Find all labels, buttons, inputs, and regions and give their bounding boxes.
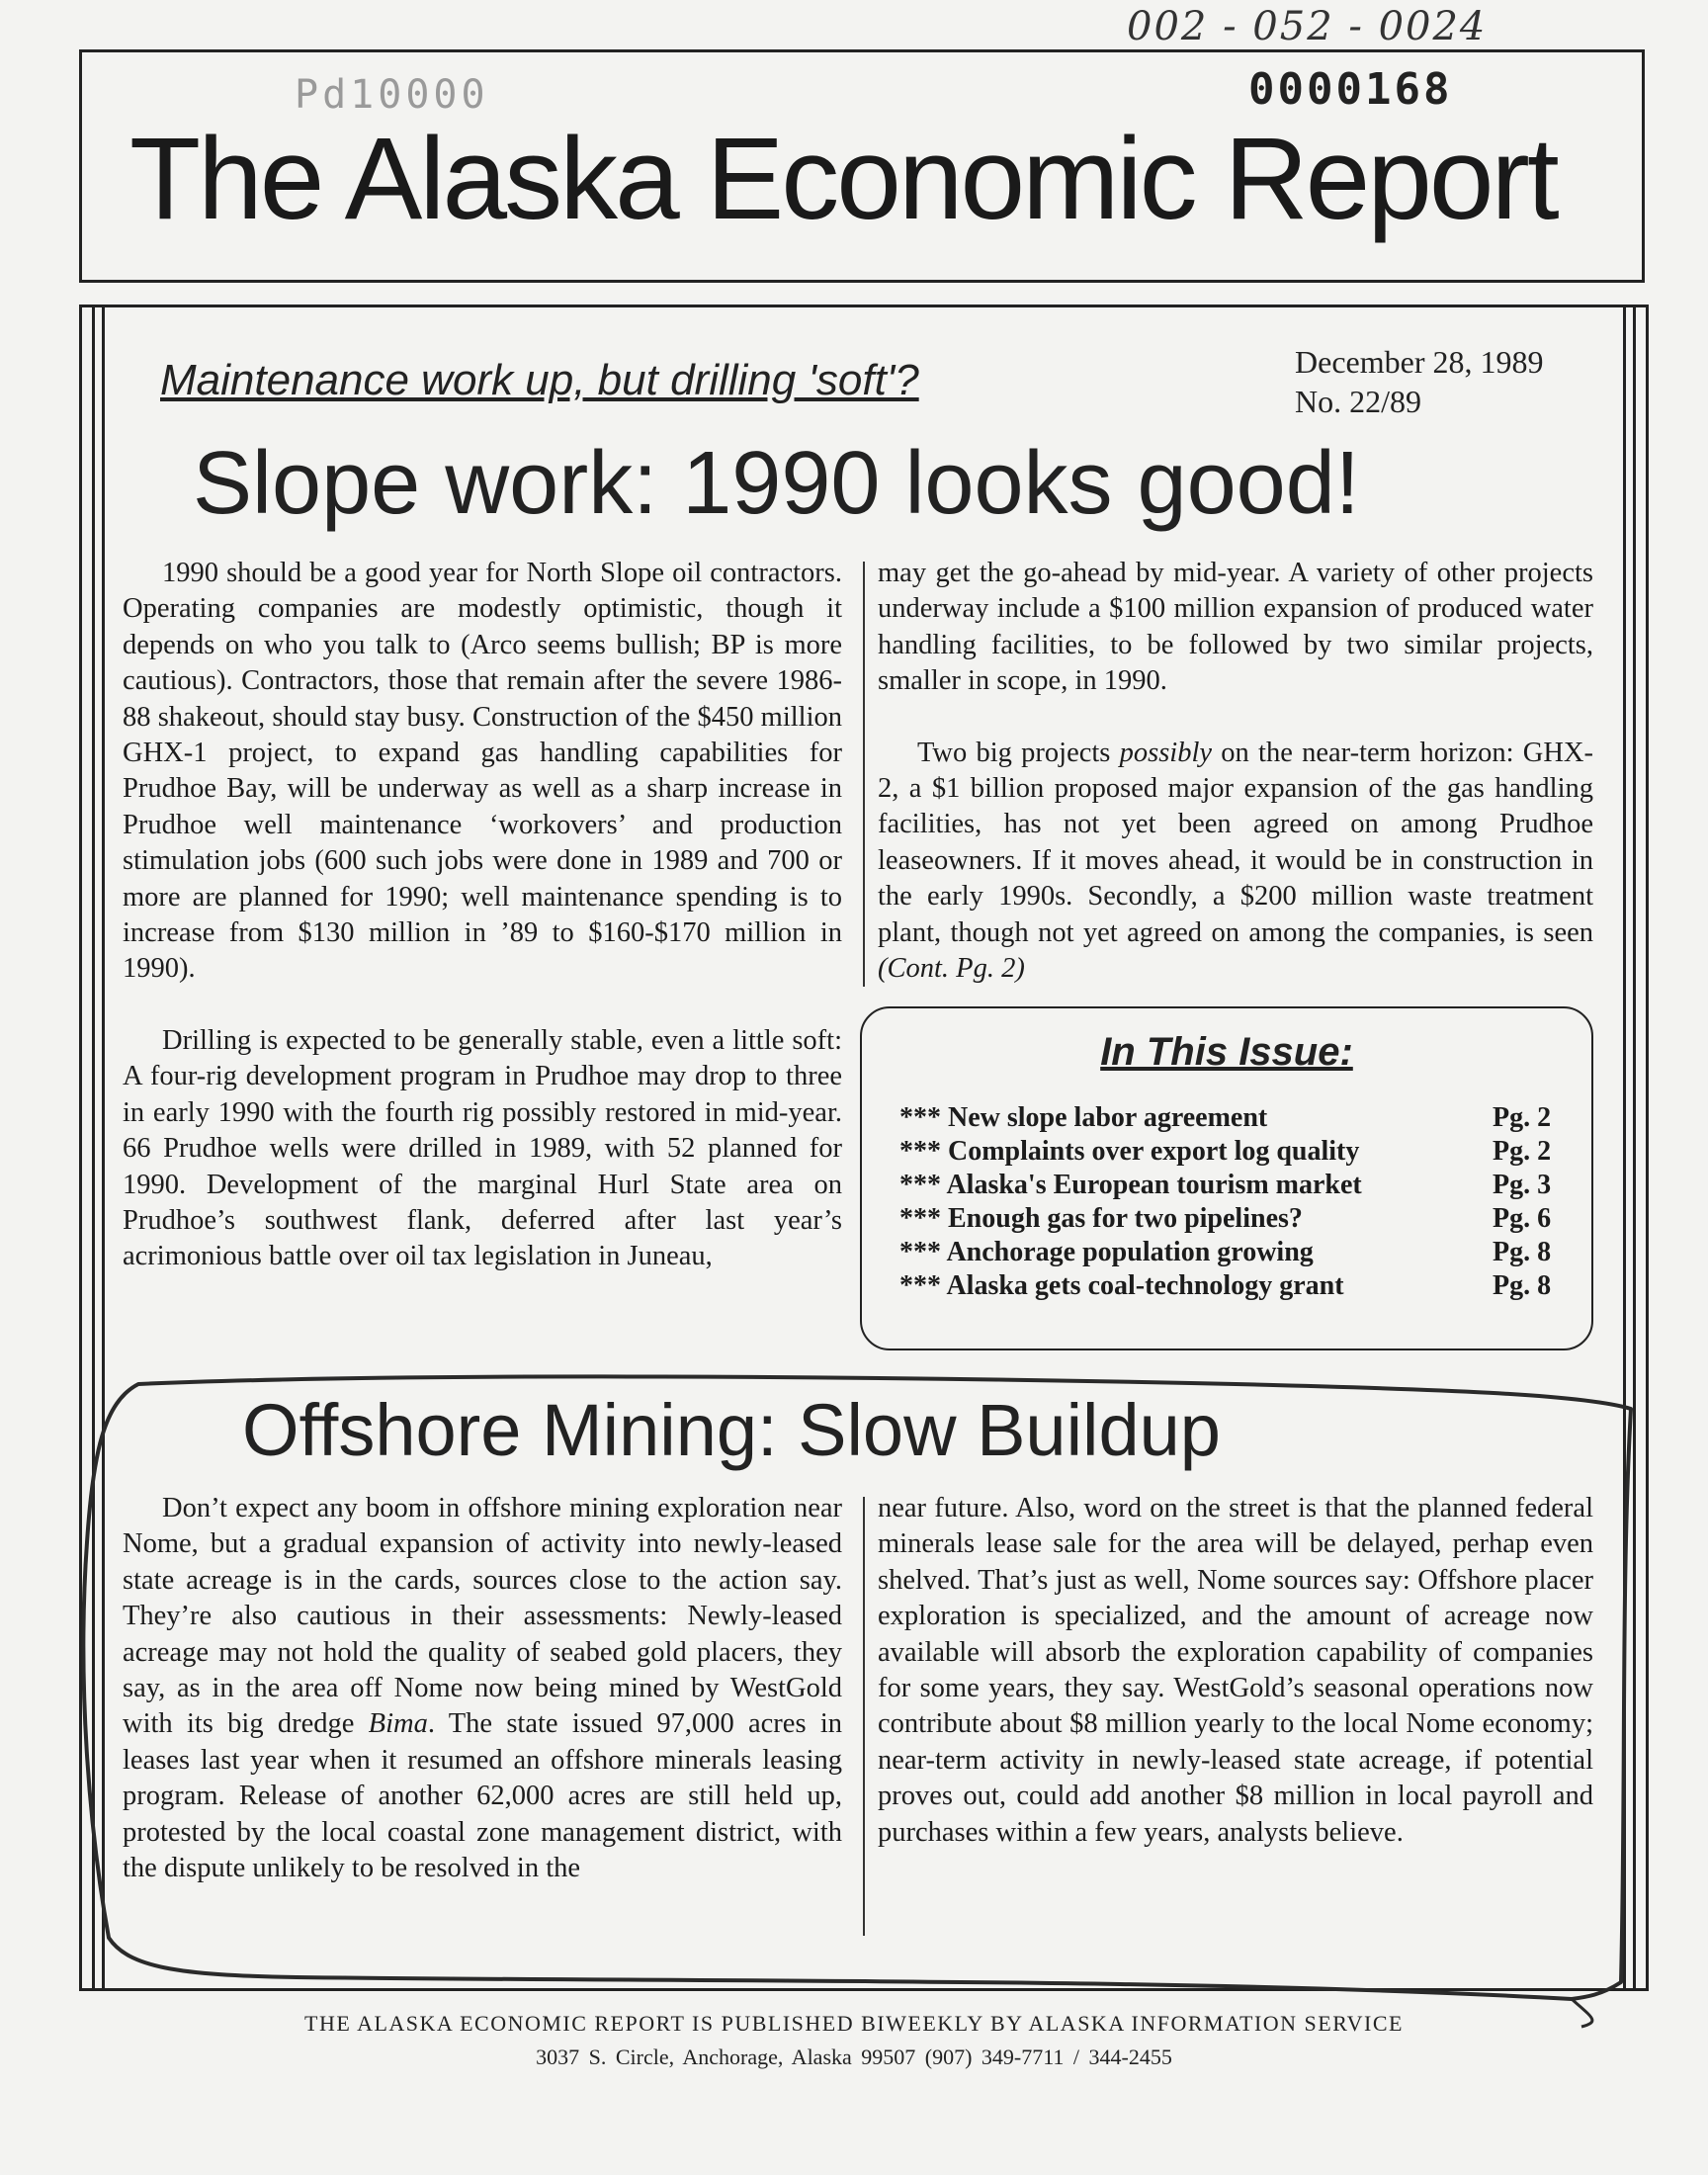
issue-number: No. 22/89 — [1295, 384, 1421, 419]
stamp-right: 0000168 — [1248, 64, 1453, 115]
list-item — [899, 1236, 1562, 1269]
story1-paragraph: may get the go-ahead by mid-year. A variety of other projects underway include a $100 million expansion of produced water handling facilities, to be followed by two similar projects, smaller in scope, in 1990. — [878, 558, 1593, 697]
item-page: Pg. 6 — [1493, 1203, 1552, 1234]
story1-paragraph — [878, 736, 1593, 988]
item-page: Pg. 3 — [1493, 1170, 1552, 1200]
footer — [0, 2007, 1708, 2074]
headline-offshore-mining: Offshore Mining: Slow Buildup — [242, 1389, 1221, 1471]
text-run: on the near-term horizon: GHX-2, a $1 billion proposed major expansion of the gas handling facilities, has not yet been agreed on among Prudhoe leaseowners. If it moves ahead, it would be in construction in the early 1990s. Secondly, a $200 million waste treatment plant, though not yet agreed on among the companies, is seen — [878, 737, 1593, 948]
in-this-issue-box — [860, 1006, 1593, 1350]
story-kicker: Maintenance work up, but drilling 'soft'? — [160, 356, 919, 404]
story2-column-1 — [123, 1491, 842, 1886]
in-this-issue-list — [899, 1101, 1562, 1303]
item-label: *** Alaska gets coal-technology grant — [899, 1270, 1344, 1301]
item-page: Pg. 8 — [1493, 1237, 1552, 1267]
story1-column-2 — [878, 556, 1593, 987]
headline-slope-work: Slope work: 1990 looks good! — [193, 434, 1360, 533]
item-page: Pg. 2 — [1493, 1102, 1552, 1133]
issue-date: December 28, 1989 — [1295, 344, 1544, 380]
continued-reference: (Cont. Pg. 2) — [878, 953, 1025, 985]
story1-paragraph: Drilling is expected to be generally stable, even a little soft: A four-rig development program in Prudhoe may drop to three in early 1990 with the fourth rig possibly restored in mid-year. 66 Prudhoe wells were drilled in 1989, with 52 planned for 1990. Development of the marginal Hurl State area on Prudhoe’s southwest flank, deferred after last year’s acrimonious battle over oil tax legislation in Juneau, — [123, 1024, 842, 1272]
stamp-left: Pd10000 — [295, 72, 489, 118]
story2-paragraph — [123, 1491, 842, 1886]
item-page: Pg. 8 — [1493, 1270, 1552, 1301]
footer-publisher-line: THE ALASKA ECONOMIC REPORT IS PUBLISHED BIWEEKLY BY ALASKA INFORMATION SERVICE — [304, 2011, 1404, 2036]
list-item — [899, 1135, 1562, 1169]
column-rule — [863, 1497, 865, 1936]
publication-title: The Alaska Economic Report — [129, 114, 1557, 244]
item-label: *** Complaints over export log quality — [899, 1136, 1360, 1167]
handwritten-document-number: 002 - 052 - 0024 — [1127, 4, 1488, 49]
in-this-issue-title: In This Issue: — [1100, 1030, 1353, 1074]
item-label: *** Enough gas for two pipelines? — [899, 1203, 1303, 1234]
footer-address-line: 3037 S. Circle, Anchorage, Alaska 99507 (907) 349-7711 / 344-2455 — [536, 2044, 1172, 2069]
list-item — [899, 1169, 1562, 1202]
column-rule — [863, 562, 865, 987]
masthead — [79, 49, 1645, 283]
list-item — [899, 1101, 1562, 1135]
item-label: *** Anchorage population growing — [899, 1237, 1314, 1267]
story2-column-2 — [878, 1491, 1593, 1851]
emphasis-possibly: possibly — [1119, 737, 1213, 768]
text-run: Don’t expect any boom in offshore mining exploration near Nome, but a gradual expansion of activity into newly-leased state acreage is in the cards, sources close to the action say. They’re also cautious in their assessments: Newly-leased acreage may not hold the quality of seabed gold placers, they say, as in the area off Nome now being mined by WestGold with its big dredge — [123, 1493, 842, 1740]
list-item — [899, 1202, 1562, 1236]
dateline — [1295, 342, 1543, 421]
text-run: . The state issued 97,000 acres in leases last year when it resumed an offshore minerals leasing program. Release of another 62,000 acres are still held up, protested by the local coastal zone management district, with the dispute unlikely to be resolved in the — [123, 1708, 842, 1884]
item-label: *** New slope labor agreement — [899, 1102, 1268, 1133]
list-item — [899, 1269, 1562, 1303]
item-page: Pg. 2 — [1493, 1136, 1552, 1167]
story2-paragraph: near future. Also, word on the street is that the planned federal minerals lease sale for the area will be delayed, perhap even shelved. That’s just as well, Nome sources say: Offshore placer exploration is specialized, and the amount of acreage now available will absorb the exploration capability of companies for some years, they say. WestGold’s seasonal operations now contribute about $8 million yearly to the local Nome economy; near-term activity in newly-leased state acreage, if potential proves out, could add another $8 million in local payroll and purchases within a few years, analysts believe. — [878, 1493, 1593, 1848]
story1-paragraph: 1990 should be a good year for North Slope oil contractors. Operating companies are modestly optimistic, though it depends on who you talk to (Arco seems bullish; BP is more cautious). Contractors, those that remain after the severe 1986-88 shakeout, should stay busy. Construction of the $450 million GHX-1 project, to expand gas handling capabilities for Prudhoe Bay, will be underway as well as a sharp increase in Prudhoe well maintenance ‘workovers’ and production stimulation jobs (600 such jobs were done in 1989 and 700 or more are planned for 1990; well maintenance spending is to increase from $130 million in ’89 to $160-$170 million in 1990). — [123, 558, 842, 985]
item-label: *** Alaska's European tourism market — [899, 1170, 1362, 1200]
text-run: Two big projects — [917, 737, 1120, 768]
story1-column-1 — [123, 556, 842, 1275]
emphasis-bima: Bima — [368, 1708, 428, 1740]
